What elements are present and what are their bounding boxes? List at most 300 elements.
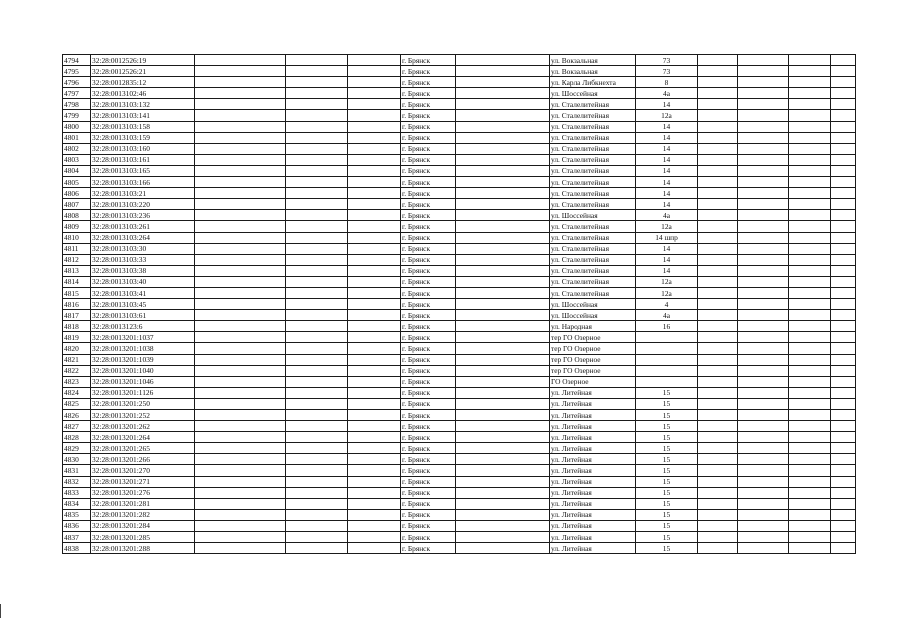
street-cell: ул. Литейная	[550, 543, 636, 554]
cadastral-number-cell: 32:28:0013103:158	[91, 121, 195, 132]
cadastral-number-cell: 32:28:0013201:284	[91, 520, 195, 531]
street-cell: ул. Литейная	[550, 421, 636, 432]
empty-cell	[286, 276, 348, 287]
empty-cell	[738, 77, 789, 88]
empty-cell	[831, 66, 856, 77]
empty-cell	[789, 454, 831, 465]
empty-cell	[789, 365, 831, 376]
empty-cell	[789, 199, 831, 210]
table-row	[63, 221, 856, 232]
house-number-cell: 73	[636, 55, 698, 66]
empty-cell	[831, 476, 856, 487]
empty-cell	[348, 188, 401, 199]
empty-cell	[348, 432, 401, 443]
empty-cell	[738, 509, 789, 520]
empty-cell	[831, 77, 856, 88]
empty-cell	[195, 132, 286, 143]
street-cell: ул. Литейная	[550, 498, 636, 509]
street-cell: ул. Сталелитейная	[550, 177, 636, 188]
city-cell: г. Брянск	[401, 487, 456, 498]
empty-cell	[789, 498, 831, 509]
house-number-cell: 15	[636, 454, 698, 465]
record-number-cell: 4813	[63, 265, 91, 276]
house-number-cell: 15	[636, 465, 698, 476]
city-cell: г. Брянск	[401, 520, 456, 531]
empty-cell	[698, 476, 738, 487]
empty-cell	[456, 332, 550, 343]
empty-cell	[286, 498, 348, 509]
empty-cell	[456, 110, 550, 121]
empty-cell	[698, 177, 738, 188]
empty-cell	[738, 343, 789, 354]
empty-cell	[348, 387, 401, 398]
empty-cell	[195, 287, 286, 298]
empty-cell	[698, 354, 738, 365]
street-cell: ул. Сталелитейная	[550, 199, 636, 210]
empty-cell	[195, 88, 286, 99]
empty-cell	[348, 443, 401, 454]
empty-cell	[348, 77, 401, 88]
house-number-cell: 14	[636, 199, 698, 210]
table-row	[63, 532, 856, 543]
empty-cell	[456, 287, 550, 298]
empty-cell	[195, 188, 286, 199]
empty-cell	[456, 532, 550, 543]
street-cell: ул. Вокзальная	[550, 55, 636, 66]
street-cell: ул. Сталелитейная	[550, 232, 636, 243]
record-number-cell: 4796	[63, 77, 91, 88]
empty-cell	[286, 421, 348, 432]
empty-cell	[195, 121, 286, 132]
empty-cell	[195, 299, 286, 310]
empty-cell	[348, 99, 401, 110]
record-number-cell: 4819	[63, 332, 91, 343]
street-cell: тер ГО Озерное	[550, 343, 636, 354]
city-cell: г. Брянск	[401, 77, 456, 88]
empty-cell	[195, 177, 286, 188]
record-number-cell: 4816	[63, 299, 91, 310]
empty-cell	[789, 299, 831, 310]
house-number-cell: 16	[636, 321, 698, 332]
empty-cell	[698, 299, 738, 310]
empty-cell	[348, 199, 401, 210]
empty-cell	[738, 354, 789, 365]
empty-cell	[286, 332, 348, 343]
empty-cell	[195, 354, 286, 365]
table-row	[63, 121, 856, 132]
record-number-cell: 4809	[63, 221, 91, 232]
empty-cell	[286, 376, 348, 387]
table-row	[63, 410, 856, 421]
empty-cell	[789, 310, 831, 321]
street-cell: ул. Народная	[550, 321, 636, 332]
empty-cell	[456, 55, 550, 66]
house-number-cell: 15	[636, 476, 698, 487]
empty-cell	[789, 421, 831, 432]
record-number-cell: 4808	[63, 210, 91, 221]
city-cell: г. Брянск	[401, 66, 456, 77]
street-cell: ул. Сталелитейная	[550, 154, 636, 165]
house-number-cell: 14	[636, 143, 698, 154]
empty-cell	[195, 332, 286, 343]
empty-cell	[789, 287, 831, 298]
empty-cell	[698, 520, 738, 531]
house-number-cell: 15	[636, 443, 698, 454]
cadastral-number-cell: 32:28:0012526:19	[91, 55, 195, 66]
empty-cell	[456, 365, 550, 376]
street-cell: ул. Шоссейная	[550, 310, 636, 321]
empty-cell	[698, 454, 738, 465]
record-number-cell: 4828	[63, 432, 91, 443]
empty-cell	[831, 410, 856, 421]
street-cell: ул. Сталелитейная	[550, 143, 636, 154]
city-cell: г. Брянск	[401, 177, 456, 188]
empty-cell	[286, 177, 348, 188]
empty-cell	[789, 99, 831, 110]
house-number-cell: 15	[636, 421, 698, 432]
empty-cell	[348, 509, 401, 520]
empty-cell	[698, 443, 738, 454]
empty-cell	[789, 465, 831, 476]
street-cell: ул. Литейная	[550, 509, 636, 520]
house-number-cell: 14	[636, 254, 698, 265]
city-cell: г. Брянск	[401, 154, 456, 165]
empty-cell	[348, 276, 401, 287]
house-number-cell: 15	[636, 398, 698, 409]
empty-cell	[456, 210, 550, 221]
table-row	[63, 210, 856, 221]
city-cell: г. Брянск	[401, 199, 456, 210]
record-number-cell: 4815	[63, 287, 91, 298]
empty-cell	[195, 365, 286, 376]
cadastral-number-cell: 32:28:0013103:141	[91, 110, 195, 121]
empty-cell	[738, 199, 789, 210]
empty-cell	[456, 398, 550, 409]
empty-cell	[348, 321, 401, 332]
street-cell: ул. Литейная	[550, 398, 636, 409]
city-cell: г. Брянск	[401, 476, 456, 487]
cadastral-number-cell: 32:28:0013201:276	[91, 487, 195, 498]
empty-cell	[738, 532, 789, 543]
empty-cell	[698, 143, 738, 154]
empty-cell	[195, 532, 286, 543]
empty-cell	[698, 332, 738, 343]
empty-cell	[195, 343, 286, 354]
empty-cell	[195, 210, 286, 221]
cadastral-number-cell: 32:28:0013103:161	[91, 154, 195, 165]
empty-cell	[456, 543, 550, 554]
empty-cell	[286, 210, 348, 221]
empty-cell	[789, 520, 831, 531]
empty-cell	[789, 188, 831, 199]
empty-cell	[831, 287, 856, 298]
cadastral-number-cell: 32:28:0013201:1126	[91, 387, 195, 398]
empty-cell	[286, 387, 348, 398]
street-cell: ул. Сталелитейная	[550, 287, 636, 298]
cadastral-number-cell: 32:28:0013103:21	[91, 188, 195, 199]
empty-cell	[789, 354, 831, 365]
record-number-cell: 4795	[63, 66, 91, 77]
empty-cell	[789, 476, 831, 487]
street-cell: ул. Сталелитейная	[550, 265, 636, 276]
empty-cell	[456, 387, 550, 398]
cadastral-number-cell: 32:28:0013103:160	[91, 143, 195, 154]
house-number-cell	[636, 376, 698, 387]
empty-cell	[738, 88, 789, 99]
empty-cell	[195, 387, 286, 398]
empty-cell	[831, 421, 856, 432]
table-row	[63, 343, 856, 354]
record-number-cell: 4824	[63, 387, 91, 398]
empty-cell	[348, 132, 401, 143]
empty-cell	[789, 387, 831, 398]
empty-cell	[348, 365, 401, 376]
street-cell: тер ГО Озерное	[550, 354, 636, 365]
empty-cell	[195, 199, 286, 210]
empty-cell	[348, 210, 401, 221]
empty-cell	[286, 410, 348, 421]
record-number-cell: 4829	[63, 443, 91, 454]
house-number-cell	[636, 332, 698, 343]
table-row	[63, 254, 856, 265]
empty-cell	[789, 254, 831, 265]
city-cell: г. Брянск	[401, 143, 456, 154]
table-row	[63, 66, 856, 77]
city-cell: г. Брянск	[401, 88, 456, 99]
empty-cell	[286, 543, 348, 554]
empty-cell	[698, 77, 738, 88]
table-row	[63, 443, 856, 454]
street-cell: ул. Литейная	[550, 476, 636, 487]
table-row	[63, 154, 856, 165]
record-number-cell: 4805	[63, 177, 91, 188]
cadastral-number-cell: 32:28:0013201:1038	[91, 343, 195, 354]
table-row	[63, 276, 856, 287]
empty-cell	[831, 332, 856, 343]
empty-cell	[738, 232, 789, 243]
city-cell: г. Брянск	[401, 287, 456, 298]
empty-cell	[348, 154, 401, 165]
city-cell: г. Брянск	[401, 432, 456, 443]
empty-cell	[195, 276, 286, 287]
street-cell: ул. Сталелитейная	[550, 110, 636, 121]
record-number-cell: 4806	[63, 188, 91, 199]
empty-cell	[698, 121, 738, 132]
house-number-cell: 15	[636, 543, 698, 554]
empty-cell	[789, 132, 831, 143]
cadastral-number-cell: 32:28:0013201:1046	[91, 376, 195, 387]
street-cell: ул. Литейная	[550, 443, 636, 454]
street-cell: ул. Сталелитейная	[550, 121, 636, 132]
city-cell: г. Брянск	[401, 110, 456, 121]
empty-cell	[789, 232, 831, 243]
empty-cell	[456, 177, 550, 188]
empty-cell	[738, 210, 789, 221]
house-number-cell: 12а	[636, 276, 698, 287]
empty-cell	[698, 421, 738, 432]
empty-cell	[738, 121, 789, 132]
empty-cell	[348, 299, 401, 310]
empty-cell	[456, 232, 550, 243]
table-row	[63, 77, 856, 88]
house-number-cell: 15	[636, 432, 698, 443]
empty-cell	[789, 432, 831, 443]
house-number-cell: 14	[636, 165, 698, 176]
empty-cell	[286, 154, 348, 165]
empty-cell	[831, 232, 856, 243]
empty-cell	[456, 66, 550, 77]
empty-cell	[738, 410, 789, 421]
table-row	[63, 520, 856, 531]
cadastral-number-cell: 32:28:0013103:261	[91, 221, 195, 232]
city-cell: г. Брянск	[401, 465, 456, 476]
street-cell: ул. Сталелитейная	[550, 188, 636, 199]
empty-cell	[456, 310, 550, 321]
table-row	[63, 432, 856, 443]
empty-cell	[738, 476, 789, 487]
empty-cell	[831, 210, 856, 221]
house-number-cell	[636, 354, 698, 365]
cadastral-number-cell: 32:28:0013103:220	[91, 199, 195, 210]
street-cell: ул. Сталелитейная	[550, 254, 636, 265]
cadastral-number-cell: 32:28:0013201:1039	[91, 354, 195, 365]
record-number-cell: 4804	[63, 165, 91, 176]
empty-cell	[738, 332, 789, 343]
empty-cell	[348, 254, 401, 265]
cadastral-number-cell: 32:28:0013201:285	[91, 532, 195, 543]
table-row	[63, 188, 856, 199]
cadastral-number-cell: 32:28:0013103:33	[91, 254, 195, 265]
empty-cell	[195, 376, 286, 387]
table-row	[63, 243, 856, 254]
empty-cell	[456, 432, 550, 443]
empty-cell	[698, 243, 738, 254]
table-row	[63, 165, 856, 176]
cadastral-number-cell: 32:28:0013201:262	[91, 421, 195, 432]
empty-cell	[831, 121, 856, 132]
house-number-cell: 8	[636, 77, 698, 88]
city-cell: г. Брянск	[401, 321, 456, 332]
empty-cell	[456, 199, 550, 210]
empty-cell	[738, 299, 789, 310]
empty-cell	[195, 99, 286, 110]
empty-cell	[195, 476, 286, 487]
house-number-cell: 15	[636, 410, 698, 421]
record-number-cell: 4803	[63, 154, 91, 165]
house-number-cell: 4а	[636, 310, 698, 321]
empty-cell	[738, 132, 789, 143]
street-cell: ул. Литейная	[550, 387, 636, 398]
empty-cell	[738, 376, 789, 387]
empty-cell	[789, 532, 831, 543]
empty-cell	[738, 454, 789, 465]
empty-cell	[348, 343, 401, 354]
cadastral-number-cell: 32:28:0013201:250	[91, 398, 195, 409]
empty-cell	[456, 410, 550, 421]
empty-cell	[789, 243, 831, 254]
table-row	[63, 365, 856, 376]
empty-cell	[738, 110, 789, 121]
empty-cell	[789, 276, 831, 287]
empty-cell	[348, 398, 401, 409]
table-row	[63, 110, 856, 121]
empty-cell	[738, 265, 789, 276]
empty-cell	[738, 543, 789, 554]
house-number-cell: 12а	[636, 110, 698, 121]
cadastral-number-cell: 32:28:0013103:166	[91, 177, 195, 188]
record-number-cell: 4800	[63, 121, 91, 132]
empty-cell	[789, 221, 831, 232]
cadastral-number-cell: 32:28:0013103:40	[91, 276, 195, 287]
house-number-cell: 14	[636, 154, 698, 165]
cadastral-number-cell: 32:28:0013201:266	[91, 454, 195, 465]
empty-cell	[456, 243, 550, 254]
empty-cell	[286, 132, 348, 143]
empty-cell	[195, 254, 286, 265]
record-number-cell: 4799	[63, 110, 91, 121]
empty-cell	[831, 432, 856, 443]
empty-cell	[348, 498, 401, 509]
empty-cell	[456, 165, 550, 176]
empty-cell	[738, 432, 789, 443]
empty-cell	[456, 265, 550, 276]
empty-cell	[195, 443, 286, 454]
empty-cell	[831, 188, 856, 199]
house-number-cell: 14	[636, 99, 698, 110]
city-cell: г. Брянск	[401, 543, 456, 554]
empty-cell	[286, 487, 348, 498]
empty-cell	[286, 66, 348, 77]
empty-cell	[698, 310, 738, 321]
empty-cell	[789, 376, 831, 387]
empty-cell	[831, 509, 856, 520]
city-cell: г. Брянск	[401, 443, 456, 454]
empty-cell	[698, 376, 738, 387]
empty-cell	[831, 365, 856, 376]
empty-cell	[698, 509, 738, 520]
city-cell: г. Брянск	[401, 376, 456, 387]
empty-cell	[456, 454, 550, 465]
registry-table	[62, 54, 856, 554]
empty-cell	[456, 88, 550, 99]
house-number-cell: 73	[636, 66, 698, 77]
empty-cell	[789, 343, 831, 354]
record-number-cell: 4823	[63, 376, 91, 387]
empty-cell	[195, 454, 286, 465]
empty-cell	[831, 165, 856, 176]
empty-cell	[698, 110, 738, 121]
city-cell: г. Брянск	[401, 243, 456, 254]
record-number-cell: 4827	[63, 421, 91, 432]
empty-cell	[831, 88, 856, 99]
record-number-cell: 4817	[63, 310, 91, 321]
city-cell: г. Брянск	[401, 365, 456, 376]
empty-cell	[456, 254, 550, 265]
empty-cell	[348, 332, 401, 343]
empty-cell	[789, 55, 831, 66]
record-number-cell: 4802	[63, 143, 91, 154]
empty-cell	[698, 265, 738, 276]
city-cell: г. Брянск	[401, 188, 456, 199]
table-row	[63, 332, 856, 343]
table-row	[63, 199, 856, 210]
empty-cell	[831, 520, 856, 531]
empty-cell	[698, 132, 738, 143]
empty-cell	[698, 343, 738, 354]
empty-cell	[831, 376, 856, 387]
street-cell: ул. Литейная	[550, 454, 636, 465]
empty-cell	[831, 110, 856, 121]
